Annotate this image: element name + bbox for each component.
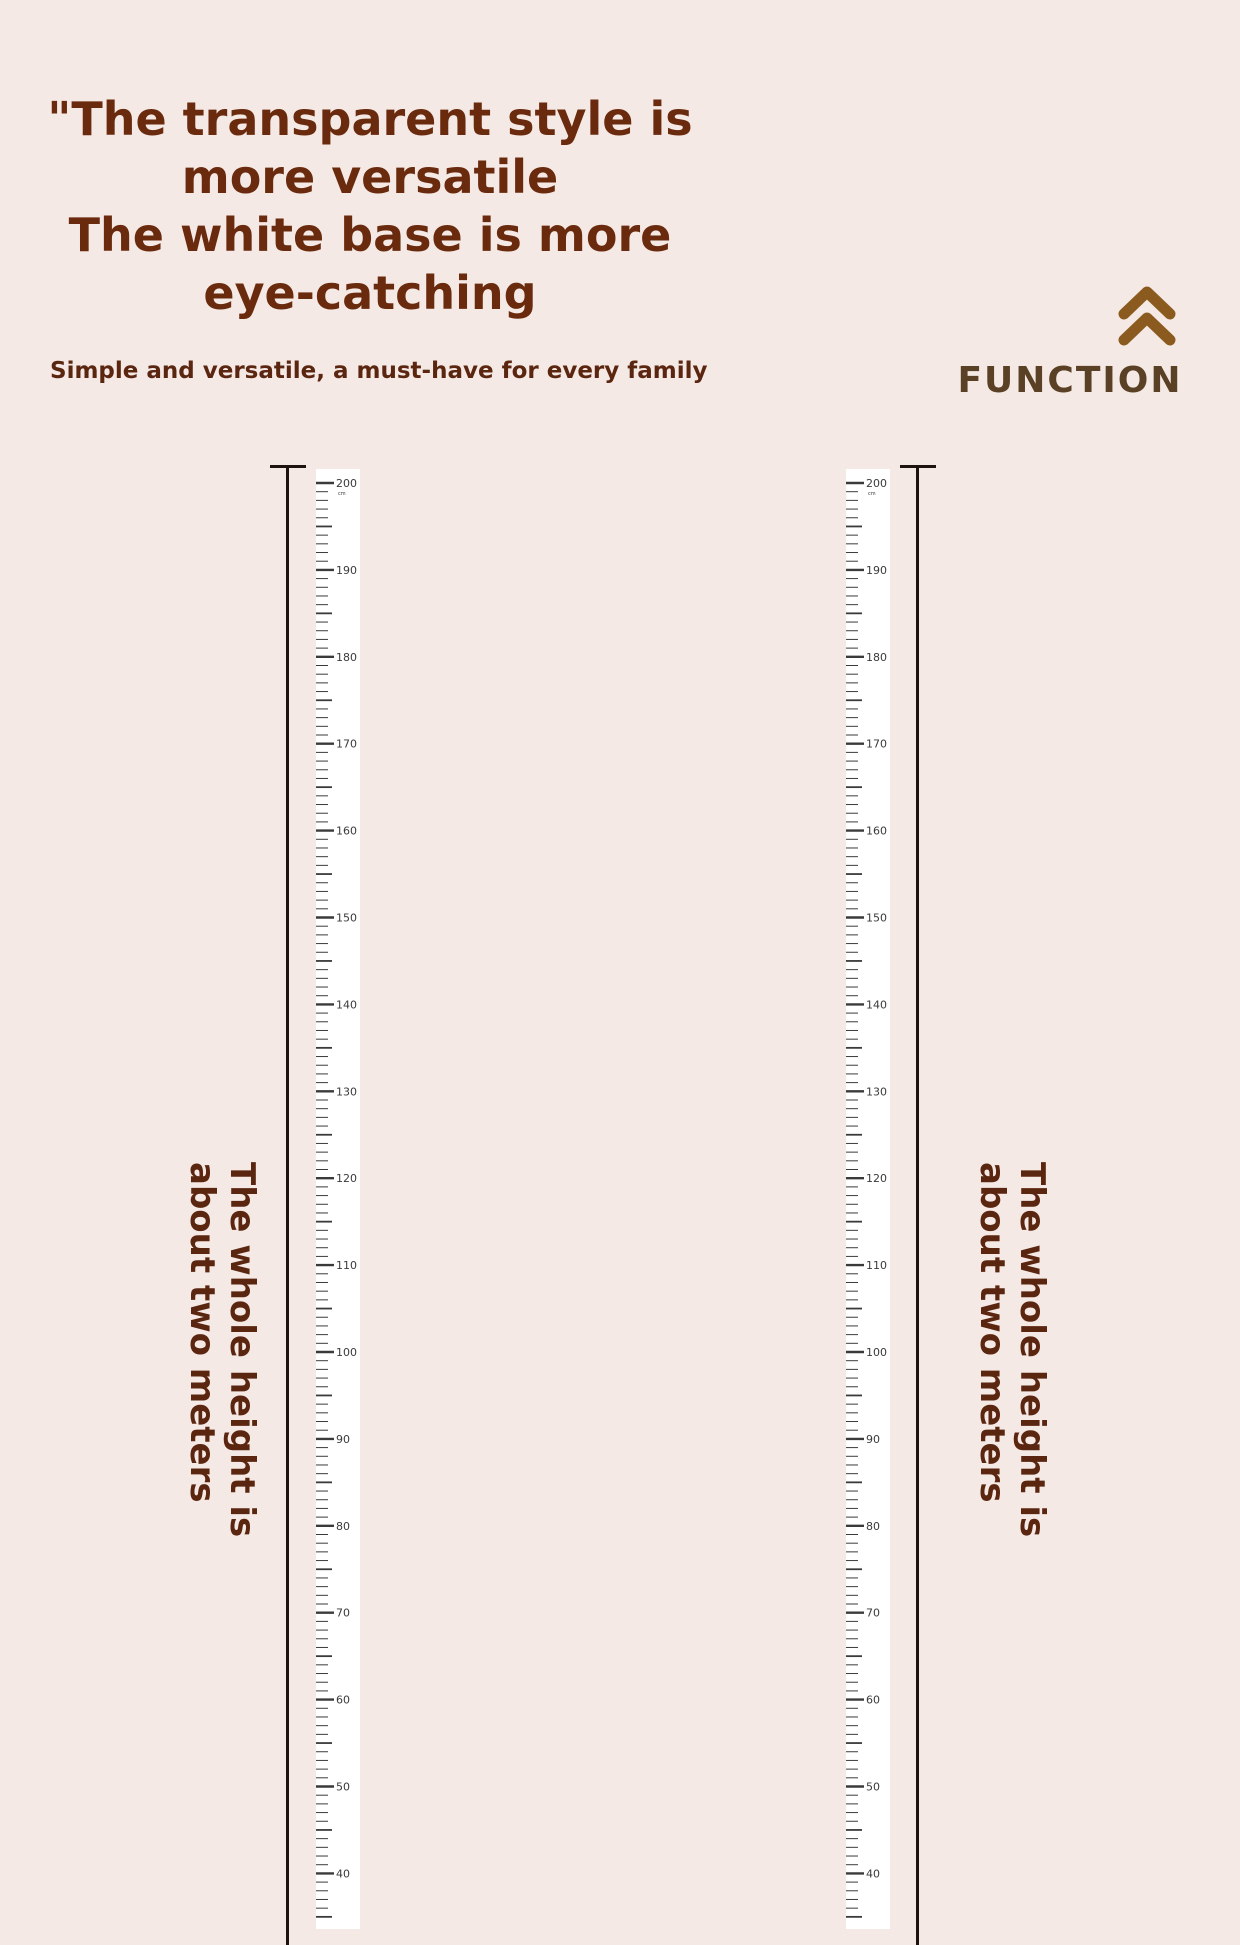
ruler-tick-label: 50 [866, 1780, 880, 1794]
ruler-tick-label: 120 [336, 1172, 357, 1186]
ruler-tick-label: 130 [336, 1085, 357, 1099]
ruler-tick-label: 150 [336, 911, 357, 925]
ruler-tick-label: 110 [866, 1259, 887, 1273]
ruler-tick-label: 150 [866, 911, 887, 925]
ruler-unit-label: cm [868, 491, 876, 497]
ruler-tick-label: 100 [866, 1346, 887, 1359]
ruler-tick-label: 200 [866, 477, 887, 490]
ruler-tick-label: 190 [336, 563, 357, 577]
subheadline: Simple and versatile, a must-have for every family [50, 358, 708, 384]
bracket-line [286, 465, 289, 1945]
ruler-tick-label: 130 [866, 1085, 887, 1099]
ruler-tick-label: 140 [866, 998, 887, 1012]
ruler-tick-label: 40 [866, 1867, 880, 1881]
ruler-tick-label: 120 [866, 1172, 887, 1186]
height-ruler-right [842, 465, 902, 1925]
height-note-line-1: The whole height is [222, 1162, 262, 1538]
height-note-line-1: The whole height is [1012, 1162, 1052, 1538]
ruler-tick-label: 170 [336, 737, 357, 751]
headline-line-2: more versatile [181, 150, 559, 204]
headline-line-4: eye-catching [203, 266, 537, 320]
ruler-strip [316, 469, 360, 1929]
height-note-line-2: about two meters [972, 1162, 1012, 1503]
height-note-right [962, 1162, 1052, 1538]
ruler-tick-label: 140 [336, 998, 357, 1012]
ruler-tick-label: 110 [336, 1259, 357, 1273]
height-bracket-left [268, 465, 308, 1945]
ruler-tick-label: 90 [336, 1432, 350, 1446]
ruler-tick-label: 100 [336, 1346, 357, 1359]
ruler-tick-label: 200 [336, 477, 357, 490]
height-note-line-2: about two meters [182, 1162, 222, 1503]
height-bracket-right [898, 465, 938, 1945]
ruler-strip [846, 469, 890, 1929]
ruler-tick-label: 160 [336, 824, 357, 838]
ruler-tick-label: 170 [866, 737, 887, 751]
ruler-tick-label: 50 [336, 1780, 350, 1794]
ruler-tick-label: 190 [866, 563, 887, 577]
ruler-tick-label: 70 [336, 1606, 350, 1620]
double-chevron-up-icon [1118, 284, 1176, 348]
bracket-line [916, 465, 919, 1945]
ruler-tick-label: 80 [866, 1519, 880, 1533]
ruler-tick-label: 60 [866, 1693, 880, 1707]
ruler-tick-label: 40 [336, 1867, 350, 1881]
headline [40, 90, 700, 322]
ruler-tick-label: 70 [866, 1606, 880, 1620]
ruler-tick-label: 80 [336, 1519, 350, 1533]
ruler-tick-label: 90 [866, 1432, 880, 1446]
function-label: FUNCTION [957, 360, 1183, 401]
ruler-tick-label: 180 [336, 650, 357, 664]
ruler-unit-label: cm [338, 491, 346, 497]
ruler-tick-label: 60 [336, 1693, 350, 1707]
ruler-tick-label: 160 [866, 824, 887, 838]
headline-line-3: The white base is more [68, 208, 672, 262]
height-ruler-left [312, 465, 372, 1925]
height-note-left [172, 1162, 262, 1538]
ruler-tick-label: 180 [866, 650, 887, 664]
headline-line-1: "The transparent style is [47, 92, 693, 146]
